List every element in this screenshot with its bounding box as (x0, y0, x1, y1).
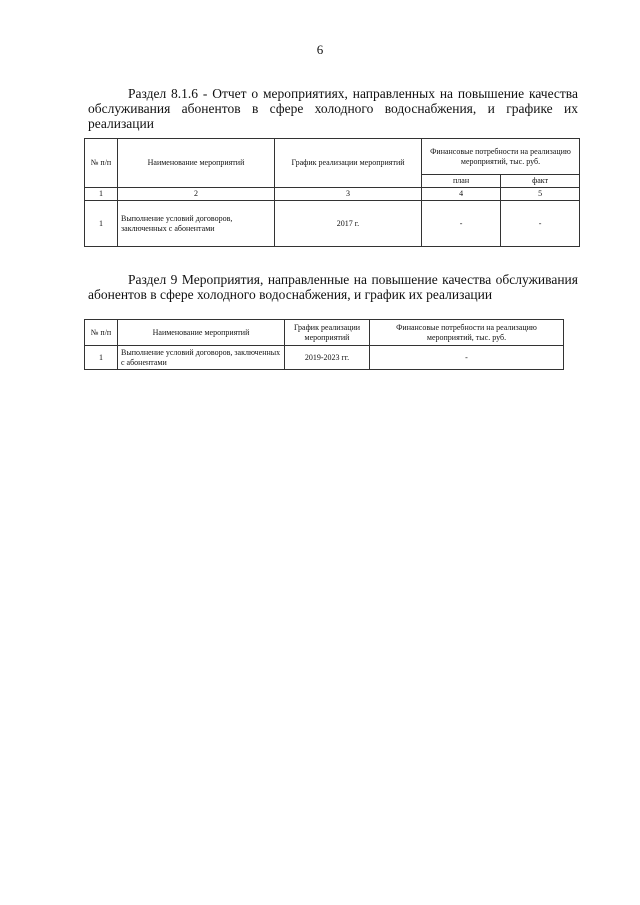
header-no: № п/п (85, 139, 118, 188)
table-row (85, 201, 580, 247)
table-row (85, 346, 564, 370)
row-fact: - (501, 201, 580, 247)
row-plan: - (422, 201, 501, 247)
column-number: 1 (85, 188, 118, 201)
section-9-heading: Раздел 9 Мероприятия, направленные на повышение качества обслуживания абонентов в сфере холодного водоснабжения, и график их реализации (88, 271, 578, 302)
row-no: 1 (85, 346, 118, 370)
header-schedule: График реализации мероприятий (285, 320, 370, 346)
header-name: Наименование мероприятий (118, 320, 285, 346)
row-name: Выполнение условий договоров, заключенных с абонентами (118, 346, 285, 370)
measures-table (84, 319, 564, 370)
row-name: Выполнение условий договоров, заключенных с абонентами (118, 201, 275, 247)
row-schedule: 2019-2023 гг. (285, 346, 370, 370)
report-table (84, 138, 580, 247)
header-plan: план (422, 175, 501, 188)
column-number: 5 (501, 188, 580, 201)
header-fact: факт (501, 175, 580, 188)
column-number: 4 (422, 188, 501, 201)
header-no: № п/п (85, 320, 118, 346)
row-finance: - (370, 346, 564, 370)
column-number: 2 (118, 188, 275, 201)
column-number: 3 (275, 188, 422, 201)
header-name: Наименование мероприятий (118, 139, 275, 188)
page-number: 6 (316, 42, 324, 57)
header-finance: Финансовые потребности на реализацию мероприятий, тыс. руб. (370, 320, 564, 346)
row-schedule: 2017 г. (275, 201, 422, 247)
column-number-row (85, 188, 580, 201)
row-no: 1 (85, 201, 118, 247)
header-schedule: График реализации мероприятий (275, 139, 422, 188)
section-8-1-6-heading: Раздел 8.1.6 - Отчет о мероприятиях, направленных на повышение качества обслуживания абонентов в сфере холодного водоснабжения, и графике их реализации (88, 85, 578, 131)
header-finance: Финансовые потребности на реализацию мероприятий, тыс. руб. (422, 139, 580, 175)
